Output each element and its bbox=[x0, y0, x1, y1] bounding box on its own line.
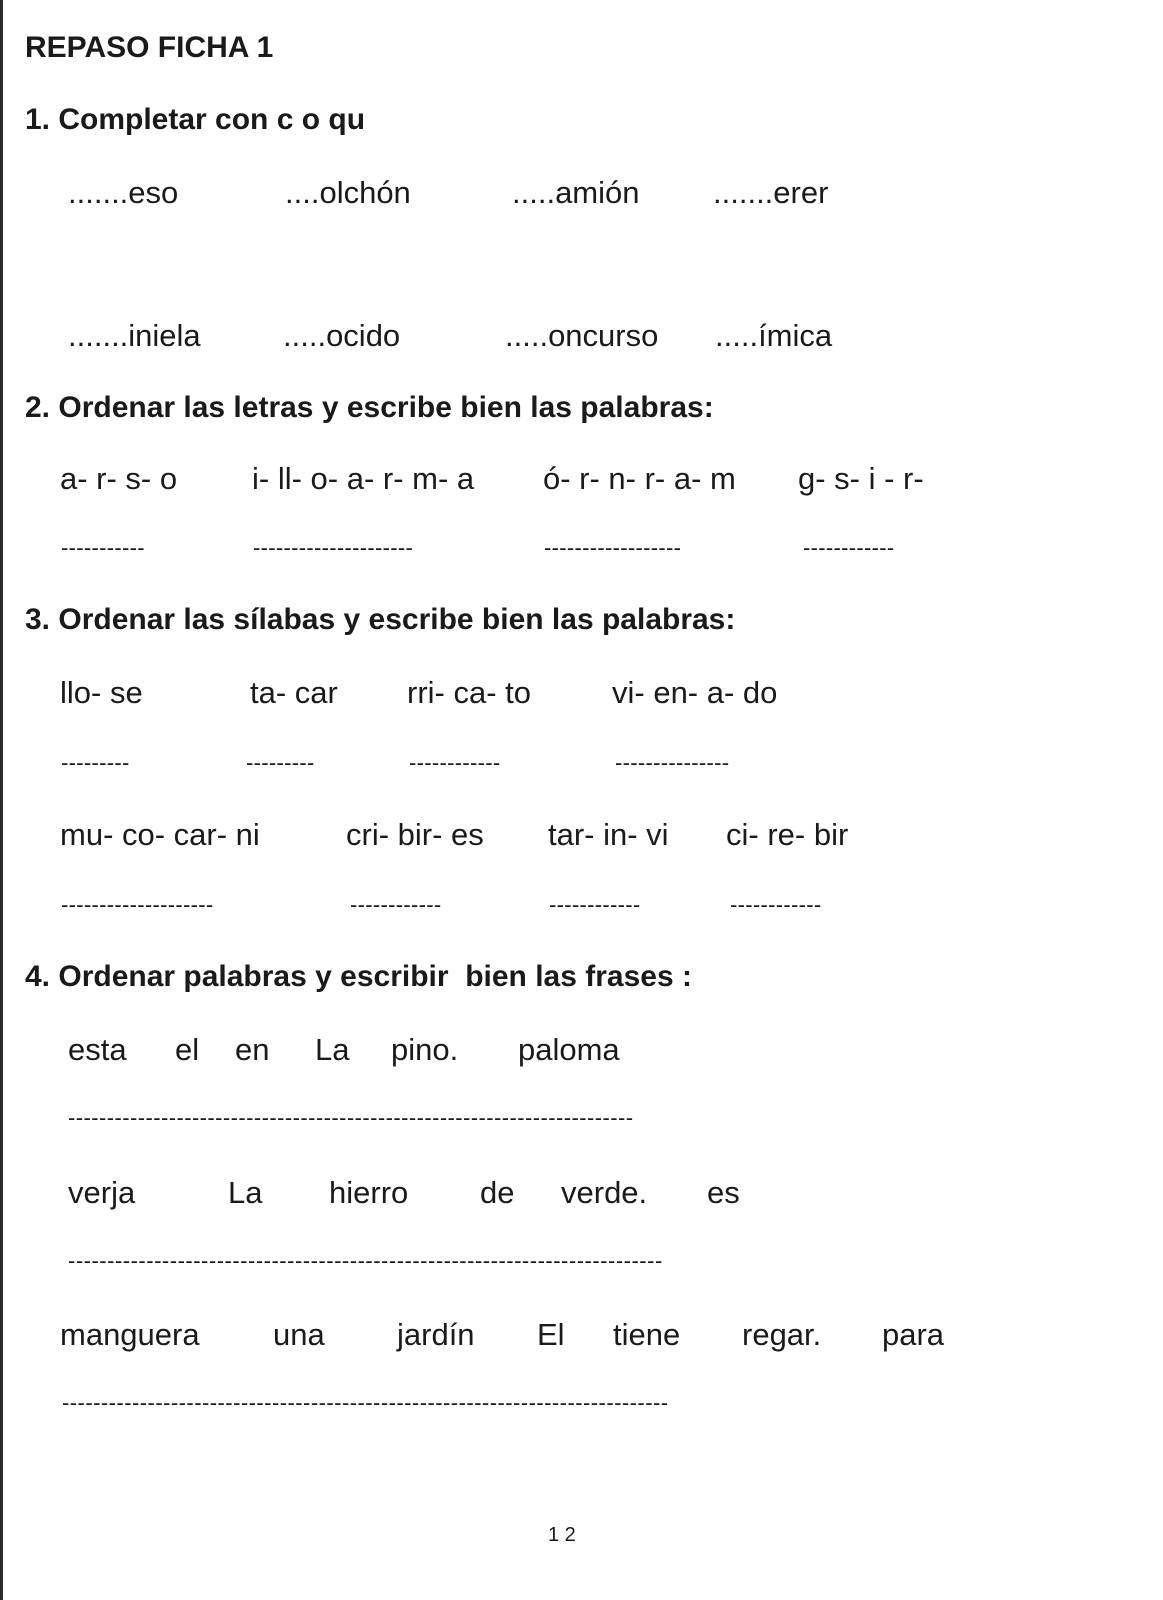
fill-word: .....amión bbox=[512, 175, 640, 210]
scrambled-letters: i- ll- o- a- r- m- a bbox=[252, 461, 475, 496]
sentence-word: El bbox=[537, 1317, 565, 1352]
sentence-word: para bbox=[882, 1317, 945, 1352]
answer-blank: ------------ bbox=[549, 892, 641, 917]
sentence-word: en bbox=[235, 1032, 270, 1067]
sentence-word: es bbox=[707, 1175, 740, 1210]
sentence-word: manguera bbox=[60, 1317, 200, 1352]
fill-word: .....ímica bbox=[715, 318, 833, 353]
sentence-word: esta bbox=[68, 1032, 127, 1067]
fill-word: .....ocido bbox=[283, 318, 401, 353]
scrambled-syllables: vi- en- a- do bbox=[612, 675, 778, 710]
sentence-word: jardín bbox=[397, 1317, 475, 1352]
scrambled-syllables: cri- bir- es bbox=[346, 817, 484, 852]
section-2-heading: 2. Ordenar las letras y escribe bien las palabras: bbox=[25, 391, 714, 424]
fill-word: .......iniela bbox=[68, 318, 201, 353]
scrambled-syllables: ci- re- bir bbox=[726, 817, 849, 852]
sentence-word: pino. bbox=[391, 1032, 459, 1067]
page-number: 1 2 bbox=[548, 1524, 576, 1546]
section-3-heading: 3. Ordenar las sílabas y escribe bien las palabras: bbox=[25, 603, 736, 636]
scrambled-syllables: llo- se bbox=[60, 675, 143, 710]
section-4-heading: 4. Ordenar palabras y escribir bien las frases : bbox=[25, 960, 692, 993]
answer-line: ------------------------------------------------------------------------- bbox=[68, 1105, 634, 1130]
scrambled-syllables: mu- co- car- ni bbox=[60, 817, 260, 852]
fill-word: .......erer bbox=[713, 175, 829, 210]
answer-blank: --------- bbox=[246, 750, 315, 775]
scrambled-letters: a- r- s- o bbox=[60, 461, 178, 496]
answer-blank: --------- bbox=[61, 750, 130, 775]
answer-blank: ------------ bbox=[350, 892, 442, 917]
sentence-word: hierro bbox=[329, 1175, 409, 1210]
sentence-word: de bbox=[480, 1175, 515, 1210]
answer-blank: ------------------ bbox=[544, 535, 682, 560]
answer-blank: ------------ bbox=[730, 892, 822, 917]
sentence-word: verja bbox=[68, 1175, 136, 1210]
fill-word: .....oncurso bbox=[505, 318, 659, 353]
answer-blank: ------------ bbox=[803, 535, 895, 560]
scrambled-letters: g- s- i - r- bbox=[798, 461, 924, 496]
fill-word: ....olchón bbox=[285, 175, 411, 210]
answer-blank: ----------- bbox=[61, 535, 145, 560]
section-1-heading: 1. Completar con c o qu bbox=[25, 103, 366, 136]
sentence-word: La bbox=[228, 1175, 263, 1210]
answer-blank: ------------ bbox=[409, 750, 501, 775]
sentence-word: una bbox=[273, 1317, 325, 1352]
sentence-word: verde. bbox=[561, 1175, 648, 1210]
sentence-word: regar. bbox=[742, 1317, 822, 1352]
page-title: REPASO FICHA 1 bbox=[25, 31, 274, 64]
page-edge bbox=[0, 0, 3, 1600]
answer-blank: --------------- bbox=[615, 750, 730, 775]
answer-blank: -------------------- bbox=[61, 892, 214, 917]
scrambled-letters: ó- r- n- r- a- m bbox=[543, 461, 736, 496]
scrambled-syllables: tar- in- vi bbox=[548, 817, 669, 852]
sentence-word: el bbox=[175, 1032, 200, 1067]
sentence-word: La bbox=[315, 1032, 350, 1067]
answer-line: ---------------------------------------------------------------------------- bbox=[68, 1248, 663, 1273]
sentence-word: paloma bbox=[518, 1032, 620, 1067]
answer-line: ------------------------------------------------------------------------------ bbox=[62, 1390, 669, 1415]
scrambled-syllables: rri- ca- to bbox=[407, 675, 531, 710]
scrambled-syllables: ta- car bbox=[250, 675, 338, 710]
fill-word: .......eso bbox=[68, 175, 179, 210]
sentence-word: tiene bbox=[613, 1317, 681, 1352]
answer-blank: --------------------- bbox=[253, 535, 414, 560]
